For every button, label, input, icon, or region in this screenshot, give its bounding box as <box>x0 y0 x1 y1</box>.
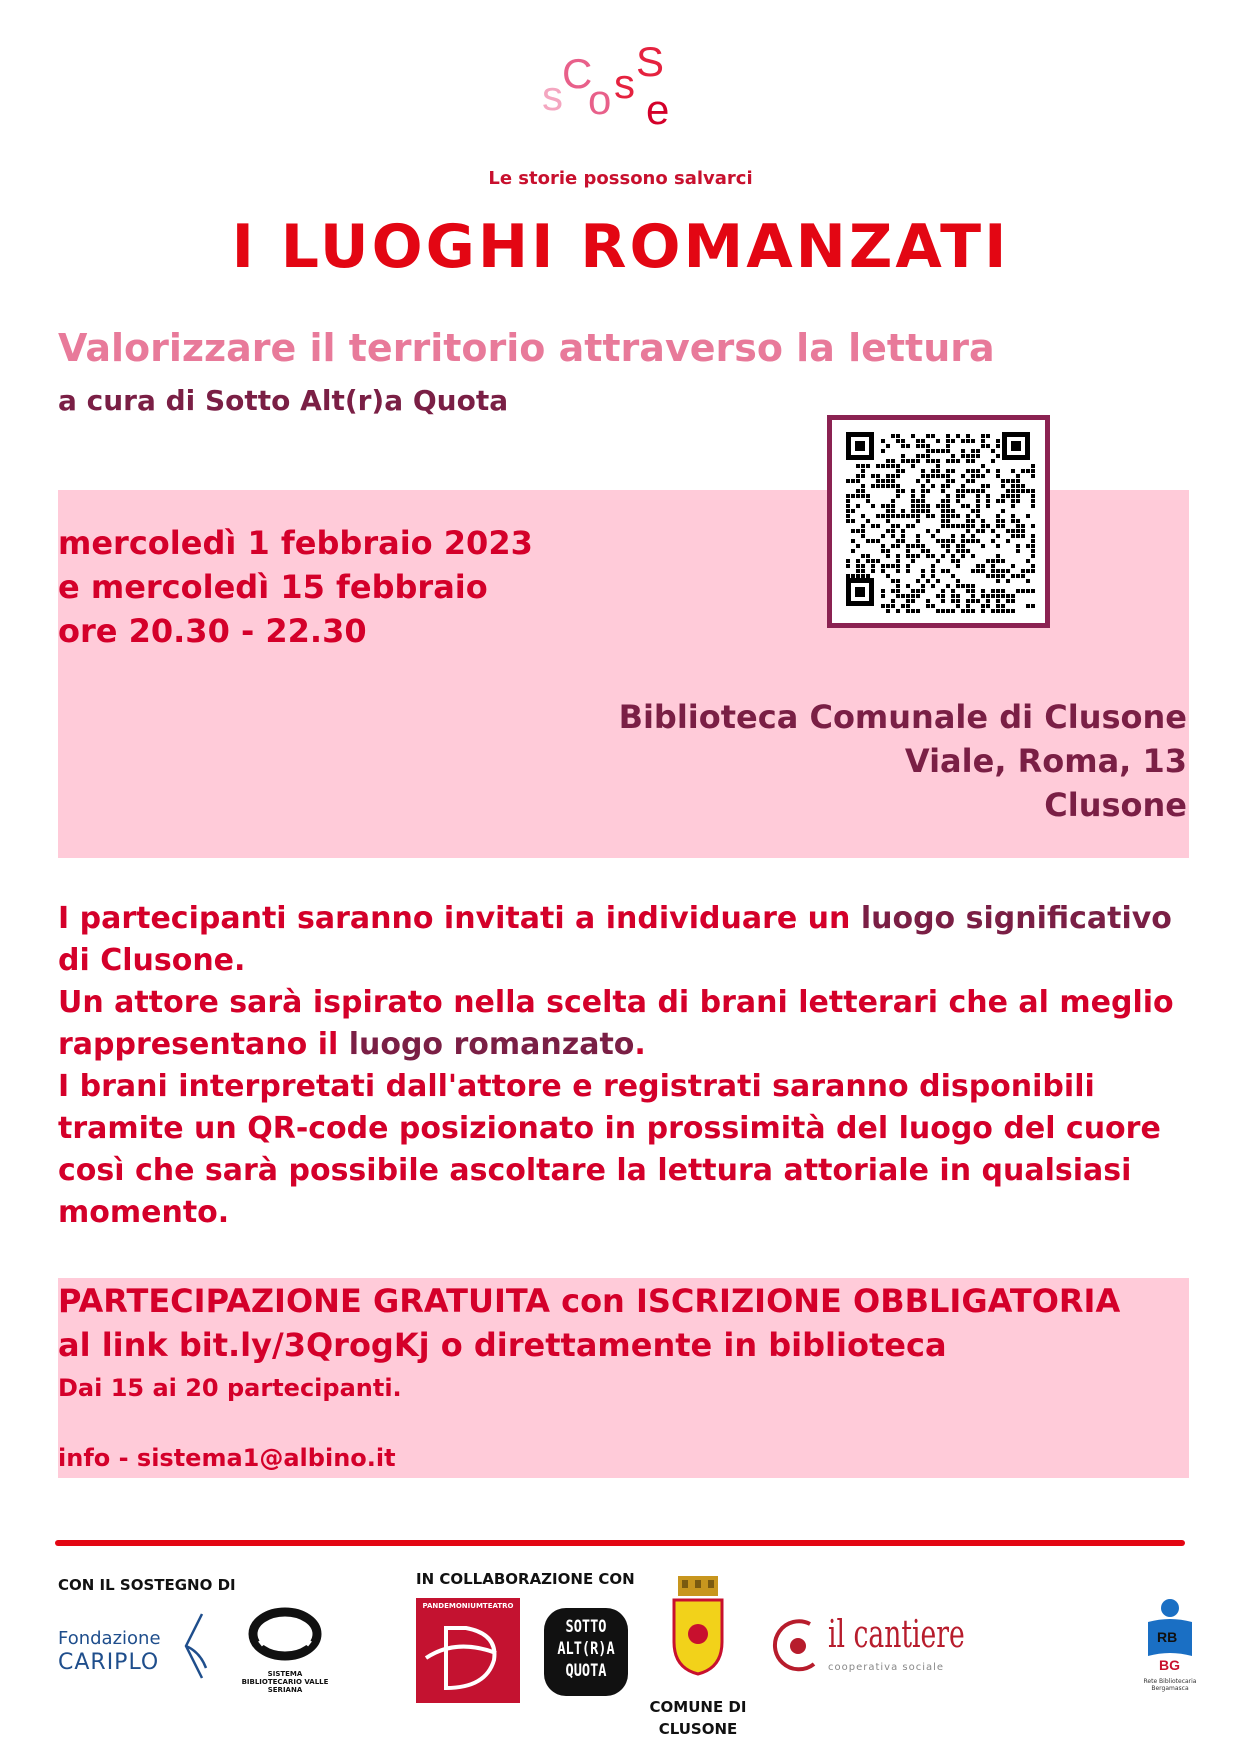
description-paragraph-3: I brani interpretati dall'attore e registrati saranno disponibili tramite un QR-code posizionato in prossimità del luogo del cuore così che sarà possibile ascoltare la lettura attoriale in qualsiasi momento. <box>58 1069 1161 1230</box>
collaboration-label: IN COLLABORAZIONE CON <box>416 1570 635 1588</box>
fondazione-cariplo-logo: Fondazione CARIPLO <box>58 1612 208 1682</box>
svg-text:s: s <box>542 72 563 119</box>
registration-free: PARTECIPAZIONE GRATUITA con ISCRIZIONE OBBLIGATORIA <box>58 1282 1121 1320</box>
il-cantiere-logo: il cantiere cooperativa sociale <box>770 1612 950 1682</box>
curated-by: a cura di Sotto Alt(r)a Quota <box>58 384 509 417</box>
event-date-1: mercoledì 1 febbraio 2023 <box>58 524 533 562</box>
rete-bibliotecaria-logo: RB BG Rete Bibliotecaria Bergamasca <box>1140 1598 1200 1690</box>
tagline: Le storie possono salvarci <box>488 168 753 189</box>
svg-text:o: o <box>588 76 612 123</box>
svg-text:BG: BG <box>1159 1657 1180 1673</box>
venue-city: Clusone <box>1044 786 1187 824</box>
page-title: I LUOGHI ROMANZATI <box>231 212 1010 282</box>
svg-text:e: e <box>646 86 670 133</box>
pandemonium-teatro-logo: PANDEMONIUMTEATRO <box>416 1598 520 1703</box>
svg-text:RB: RB <box>1157 1629 1178 1645</box>
comune-di-clusone-label: COMUNE DI CLUSONE <box>649 1698 747 1738</box>
subtitle: Valorizzare il territorio attraverso la lettura <box>58 326 995 370</box>
svg-text:C: C <box>562 50 593 97</box>
svg-text:s: s <box>614 60 635 107</box>
venue-name: Biblioteca Comunale di Clusone <box>618 698 1187 736</box>
clusone-crest-icon <box>668 1576 728 1676</box>
venue-street: Viale, Roma, 13 <box>904 742 1187 780</box>
info-email[interactable]: info - sistema1@albino.it <box>58 1444 396 1472</box>
description-paragraph-2: Un attore sarà ispirato nella scelta di brani letterari che al meglio rappresentano il luogo romanzato. <box>58 985 1174 1062</box>
support-label: CON IL SOSTEGNO DI <box>58 1576 236 1594</box>
footer-divider <box>55 1540 1185 1546</box>
description-paragraph-1: I partecipanti saranno invitati a individuare un luogo significativo di Clusone. <box>58 901 1172 978</box>
svg-text:S: S <box>636 40 665 85</box>
registration-link[interactable]: al link bit.ly/3QrogKj o direttamente in biblioteca <box>58 1326 947 1364</box>
sistema-bibliotecario-logo: SISTEMA BIBLIOTECARIO VALLE SERIANA <box>240 1604 330 1694</box>
sotto-altra-quota-logo: SOTTO ALT(R)A QUOTA <box>544 1608 628 1696</box>
event-time: ore 20.30 - 22.30 <box>58 612 367 650</box>
event-date-2: e mercoledì 15 febbraio <box>58 568 488 606</box>
scosse-logo <box>540 40 700 150</box>
qr-code-icon[interactable] <box>827 415 1050 628</box>
participants-count: Dai 15 ai 20 partecipanti. <box>58 1374 402 1402</box>
event-description <box>58 898 1198 1234</box>
